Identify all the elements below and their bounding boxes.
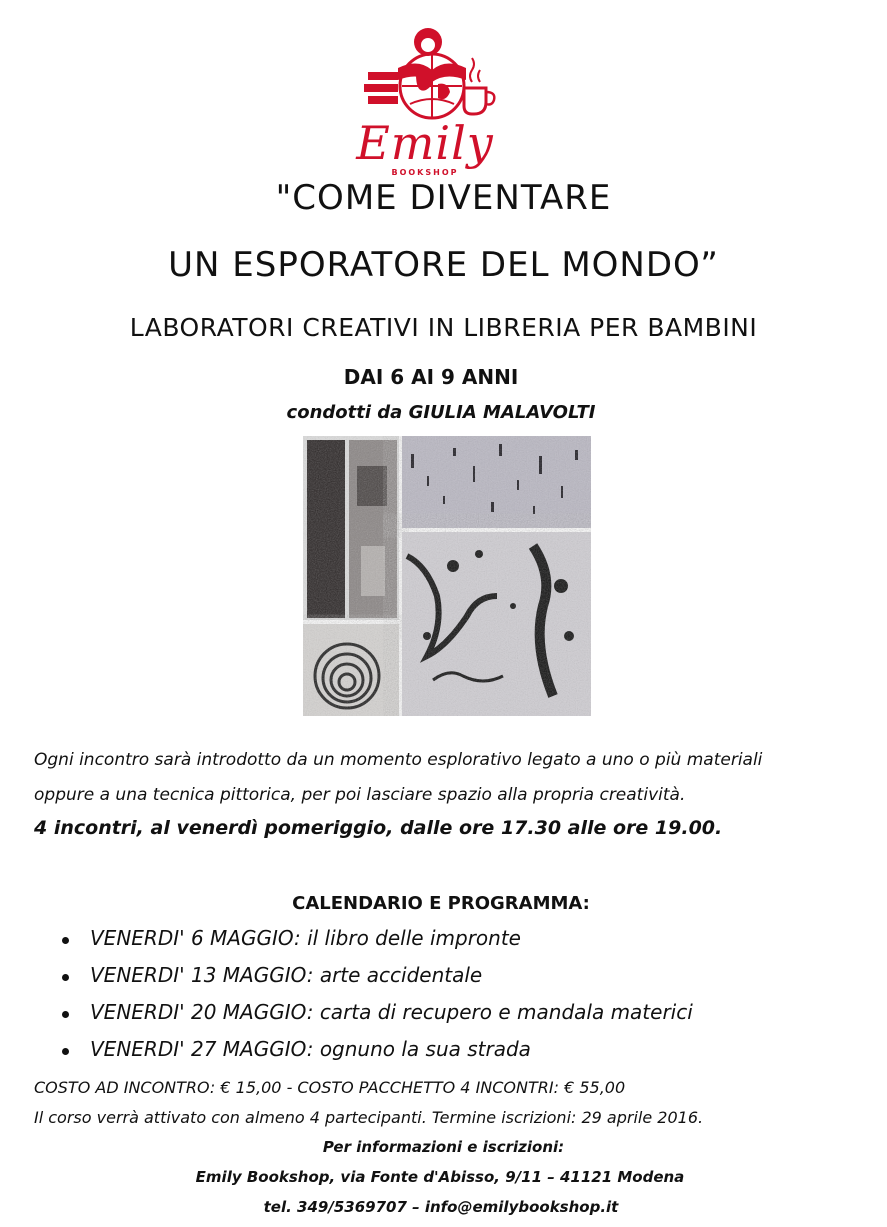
activation-info: Il corso verrà attivato con almeno 4 partecipanti. Termine iscrizioni: 29 aprile 2016. — [34, 1108, 704, 1127]
artwork-dark-stripes — [303, 436, 399, 620]
calendar-list — [60, 926, 693, 1074]
logo-wordmark: Emily — [356, 116, 494, 170]
logo-emblem-icon — [340, 28, 510, 128]
artwork-ink-abstract — [402, 532, 591, 716]
calendar-item: VENERDI' 20 MAGGIO: carta di recupero e mandala materici — [60, 1000, 693, 1037]
calendar-item: VENERDI' 27 MAGGIO: ognuno la sua strada — [60, 1037, 693, 1074]
emily-bookshop-logo — [340, 28, 510, 180]
intro-line-2: oppure a una tecnica pittorica, per poi lasciare spazio alla propria creatività. — [34, 785, 686, 805]
subtitle: LABORATORI CREATIVI IN LIBRERIA PER BAMBINI — [129, 313, 758, 342]
intro-line-1: Ogni incontro sarà introdotto da un momento esplorativo legato a uno o più materiali — [34, 750, 763, 770]
contact-phone-email: tel. 349/5369707 – info@emilybookshop.it — [263, 1198, 619, 1216]
artwork-spiral — [303, 624, 399, 716]
calendar-item: VENERDI' 6 MAGGIO: il libro delle impronte — [60, 926, 693, 963]
calendar-heading: CALENDARIO E PROGRAMMA: — [292, 893, 590, 914]
title-line-1: "COME DIVENTARE — [275, 178, 612, 218]
age-range: DAI 6 AI 9 ANNI — [343, 365, 519, 389]
contact-heading: Per informazioni e iscrizioni: — [322, 1138, 565, 1156]
schedule-summary: 4 incontri, al venerdì pomeriggio, dalle ore 17.30 alle ore 19.00. — [34, 817, 723, 839]
artwork-collage — [303, 436, 591, 716]
contact-address: Emily Bookshop, via Fonte d'Abisso, 9/11 – 41121 Modena — [195, 1168, 685, 1186]
instructor: condotti da GIULIA MALAVOLTI — [286, 402, 596, 423]
artwork-splatter-top — [402, 436, 591, 528]
title-line-2: UN ESPORATORE DEL MONDO” — [168, 245, 719, 285]
calendar-item: VENERDI' 13 MAGGIO: arte accidentale — [60, 963, 693, 1000]
cost-info: COSTO AD INCONTRO: € 15,00 - COSTO PACCHETTO 4 INCONTRI: € 55,00 — [34, 1078, 626, 1097]
logo-subtitle: BOOKSHOP — [391, 168, 459, 177]
